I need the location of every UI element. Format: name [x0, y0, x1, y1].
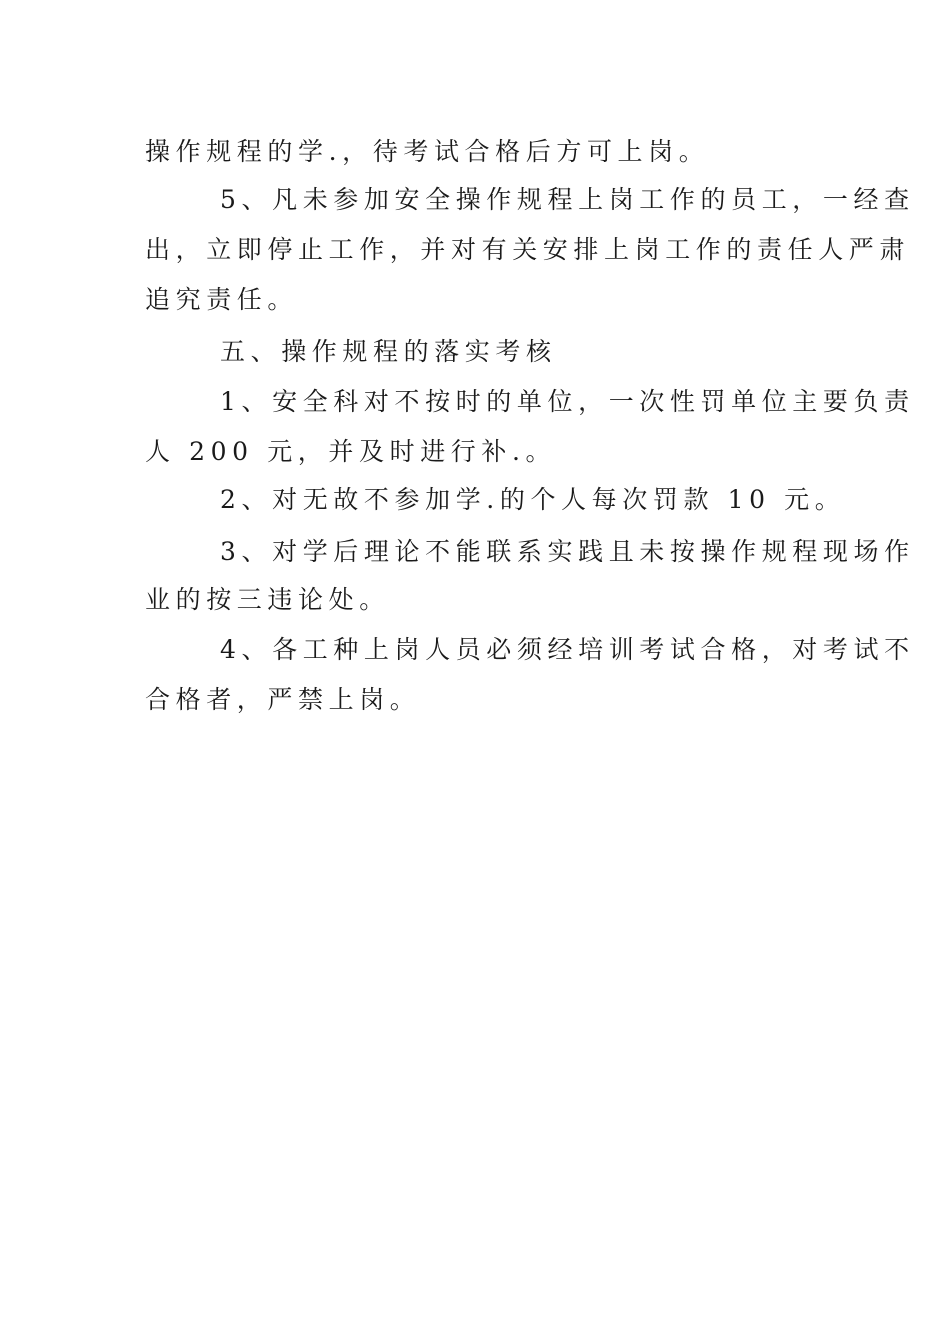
text-line: 出，立即停止工作，并对有关安排上岗工作的责任人严肃 [145, 235, 911, 264]
text-line: 业的按三违论处。 [145, 585, 390, 614]
text-line: 3、对学后理论不能联系实践且未按操作规程现场作 [220, 537, 915, 566]
text-line: 5、凡未参加安全操作规程上岗工作的员工，一经查 [220, 185, 915, 214]
text-line: 1、安全科对不按时的单位，一次性罚单位主要负责 [220, 387, 915, 416]
section-heading: 五、操作规程的落实考核 [220, 337, 557, 366]
text-line: 合格者，严禁上岗。 [145, 685, 421, 714]
text-line: 人 200 元，并及时进行补.。 [145, 437, 557, 466]
text-line: 2、对无故不参加学.的个人每次罚款 10 元。 [220, 485, 846, 514]
text-line: 追究责任。 [145, 285, 299, 314]
text-line: 操作规程的学.，待考试合格后方可上岗。 [145, 137, 710, 166]
text-line: 4、各工种上岗人员必须经培训考试合格，对考试不 [220, 635, 915, 664]
